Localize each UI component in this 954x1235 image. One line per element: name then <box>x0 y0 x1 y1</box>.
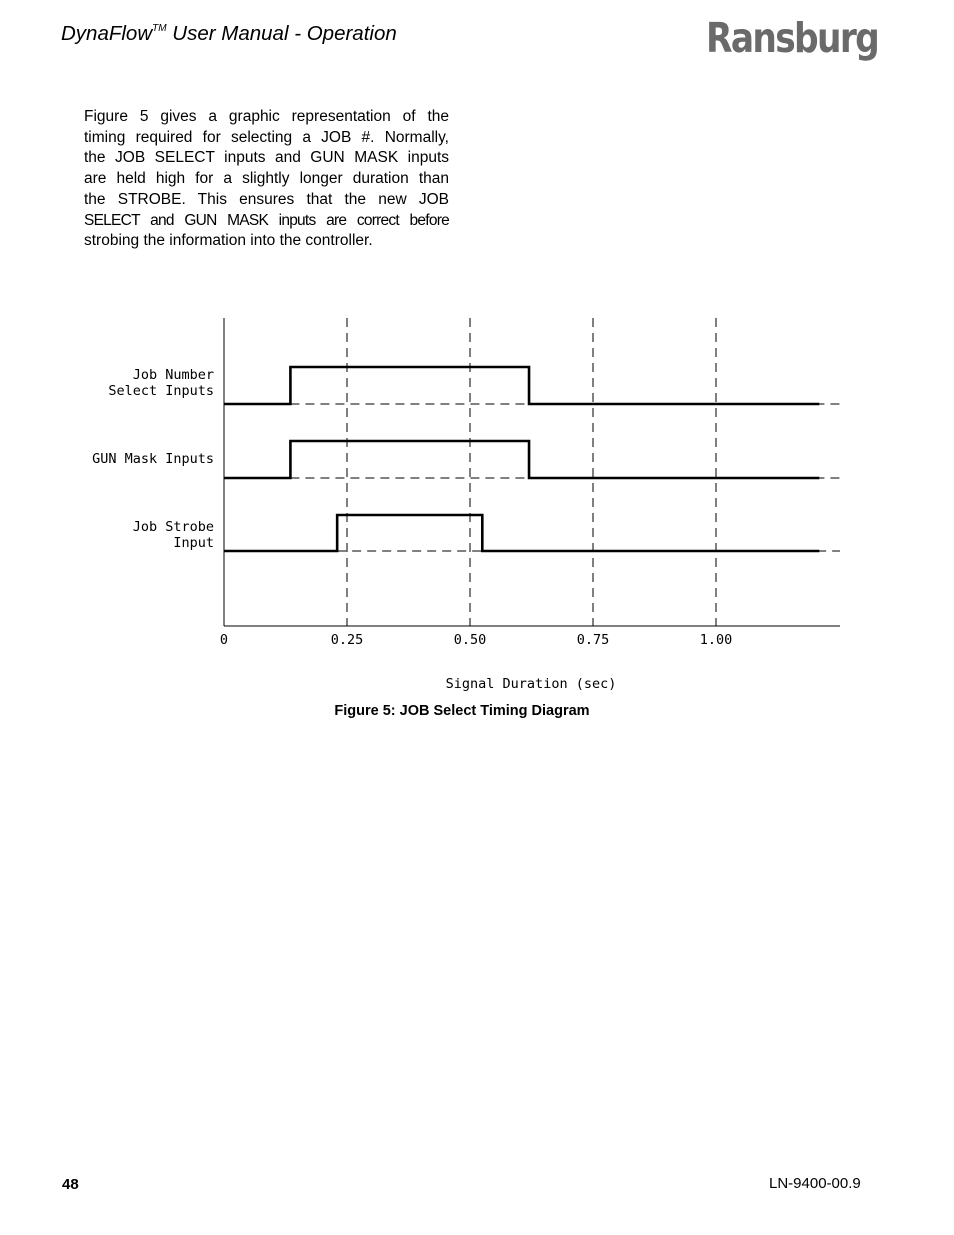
trademark-mark: TM <box>152 23 167 34</box>
x-tick-label: 0 <box>219 632 229 648</box>
header-title-main: DynaFlow <box>61 22 153 45</box>
signal-label: Input <box>173 535 214 551</box>
ransburg-logo: Ransburg <box>706 14 879 62</box>
body-line: the JOB SELECT inputs and GUN MASK inputs <box>84 149 449 167</box>
body-line: Figure 5 gives a graphic representation of the <box>84 108 449 125</box>
body-line: are held high for a slightly longer duration than <box>84 170 449 188</box>
x-tick-label: 0.75 <box>576 632 610 648</box>
document-number: LN-9400-00.9 <box>769 1175 861 1192</box>
figure-caption: Figure 5: JOB Select Timing Diagram <box>334 703 590 719</box>
signal-label: GUN Mask Inputs <box>92 451 214 467</box>
page-number: 48 <box>62 1176 79 1193</box>
body-line: strobing the information into the controller. <box>84 232 373 250</box>
signal-label: Select Inputs <box>108 383 214 399</box>
signal-waveform <box>224 441 819 478</box>
x-tick-label: 1.00 <box>699 632 733 648</box>
x-tick-label: 0.25 <box>330 632 364 648</box>
x-axis-label: Signal Duration (sec) <box>445 676 617 692</box>
body-line: SELECT and GUN MASK inputs are correct before <box>84 211 449 229</box>
header-title-suffix: User Manual - Operation <box>166 22 397 45</box>
body-line: timing required for selecting a JOB #. Normally, <box>84 128 449 146</box>
signal-label: Job Strobe <box>132 519 214 535</box>
signal-waveform <box>224 515 819 551</box>
signal-label: Job Number <box>132 367 214 383</box>
signal-waveform <box>224 367 819 404</box>
body-line: the STROBE. This ensures that the new JOB <box>84 190 449 208</box>
x-tick-label: 0.50 <box>453 632 487 648</box>
